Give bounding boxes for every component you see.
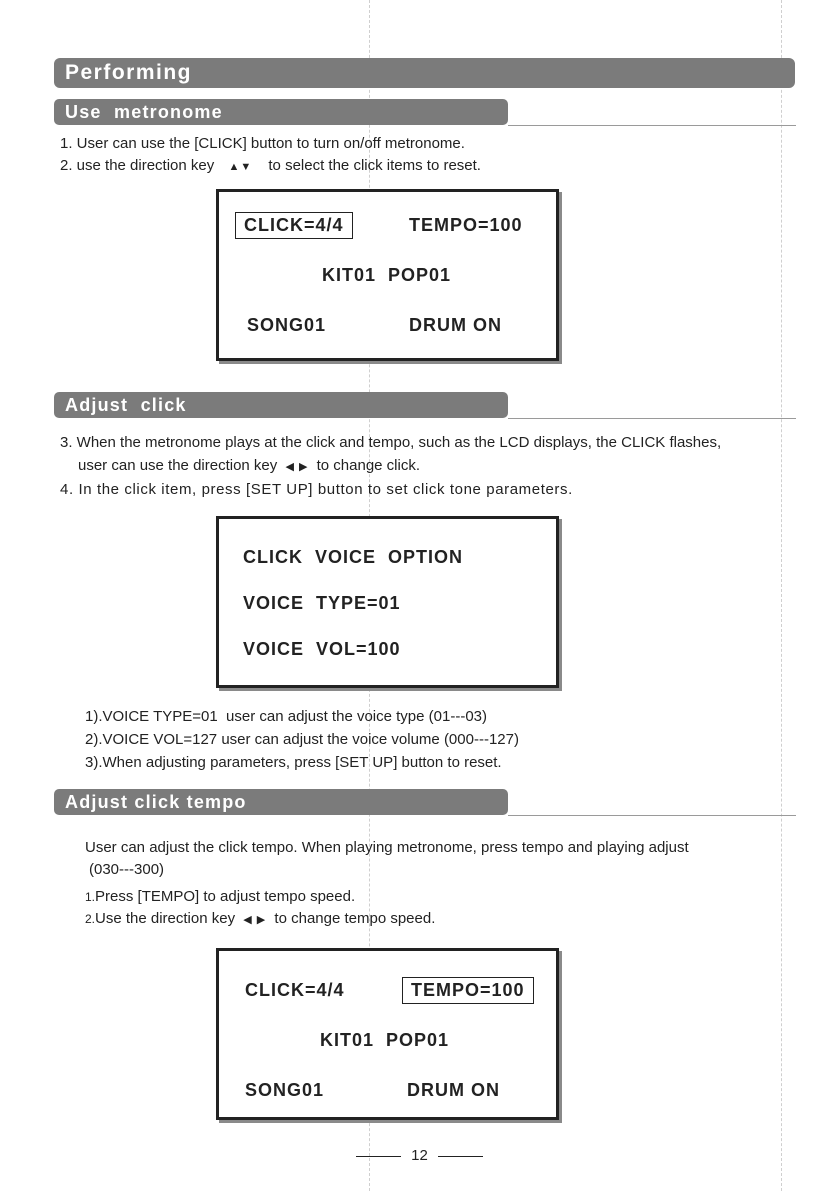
note-voice-type: 1).VOICE TYPE=01 user can adjust the voice type (01---03) — [85, 708, 487, 725]
page-number-rule-right — [438, 1156, 483, 1157]
lcd-click-voice-option: CLICK VOICE OPTION — [243, 547, 464, 567]
section-rule — [508, 125, 796, 126]
lcd-song-value: SONG01 — [247, 315, 327, 335]
page-number-rule-left — [356, 1156, 401, 1157]
lcd-kit-value: KIT01 POP01 — [322, 265, 452, 285]
left-right-arrow-icon: ◀ ▶ — [243, 914, 267, 926]
section-header-use-metronome: Use metronome — [54, 99, 508, 125]
lcd-voice-vol: VOICE VOL=100 — [243, 639, 401, 659]
page-title: Performing — [65, 61, 193, 84]
tempo-intro: User can adjust the click tempo. When playing metronome, press tempo and playing adjust — [85, 839, 689, 856]
adjust-click-step-4: 4. In the click item, press [SET UP] button to set click tone parameters. — [60, 481, 573, 498]
note-voice-vol: 2).VOICE VOL=127 user can adjust the voice volume (000---127) — [85, 731, 519, 748]
lcd-kit-value: KIT01 POP01 — [320, 1030, 450, 1050]
lcd-display-click-voice — [216, 516, 559, 688]
adjust-click-step-3-cont: user can use the direction key ◀ ▶ to change click. — [78, 457, 420, 474]
section-rule — [508, 815, 796, 816]
up-down-arrow-icon: ▲▼ — [228, 161, 253, 173]
tempo-step-2: 2.Use the direction key ◀ ▶ to change tempo speed. — [85, 910, 436, 927]
lcd-click-value-highlighted: CLICK=4/4 — [235, 212, 353, 239]
scan-guide-right — [781, 0, 782, 1191]
lcd-song-value: SONG01 — [245, 1080, 325, 1100]
page-number: 12 — [0, 1147, 839, 1164]
metronome-step-2: 2. use the direction key ▲▼ to select the click items to reset. — [60, 157, 481, 174]
lcd-voice-type: VOICE TYPE=01 — [243, 593, 401, 613]
lcd-click-value: CLICK=4/4 — [245, 980, 345, 1000]
metronome-step-1: 1. User can use the [CLICK] button to turn on/off metronome. — [60, 135, 465, 152]
page-title-banner — [54, 58, 795, 88]
note-reset: 3).When adjusting parameters, press [SET UP] button to reset. — [85, 754, 502, 771]
lcd-drum-value: DRUM ON — [409, 315, 502, 335]
lcd-display-tempo — [216, 948, 559, 1120]
lcd-tempo-value-highlighted: TEMPO=100 — [402, 977, 534, 1004]
section-header-adjust-click-tempo: Adjust click tempo — [54, 789, 508, 815]
lcd-drum-value: DRUM ON — [407, 1080, 500, 1100]
tempo-step-1: 1.Press [TEMPO] to adjust tempo speed. — [85, 888, 356, 905]
section-rule — [508, 418, 796, 419]
adjust-click-step-3: 3. When the metronome plays at the click and tempo, such as the LCD displays, the CLICK flashes, — [60, 434, 722, 451]
left-right-arrow-icon: ◀ ▶ — [285, 461, 309, 473]
tempo-range: (030---300) — [89, 861, 165, 878]
lcd-tempo-value: TEMPO=100 — [409, 215, 523, 235]
lcd-display-metronome — [216, 189, 559, 361]
section-header-adjust-click: Adjust click — [54, 392, 508, 418]
